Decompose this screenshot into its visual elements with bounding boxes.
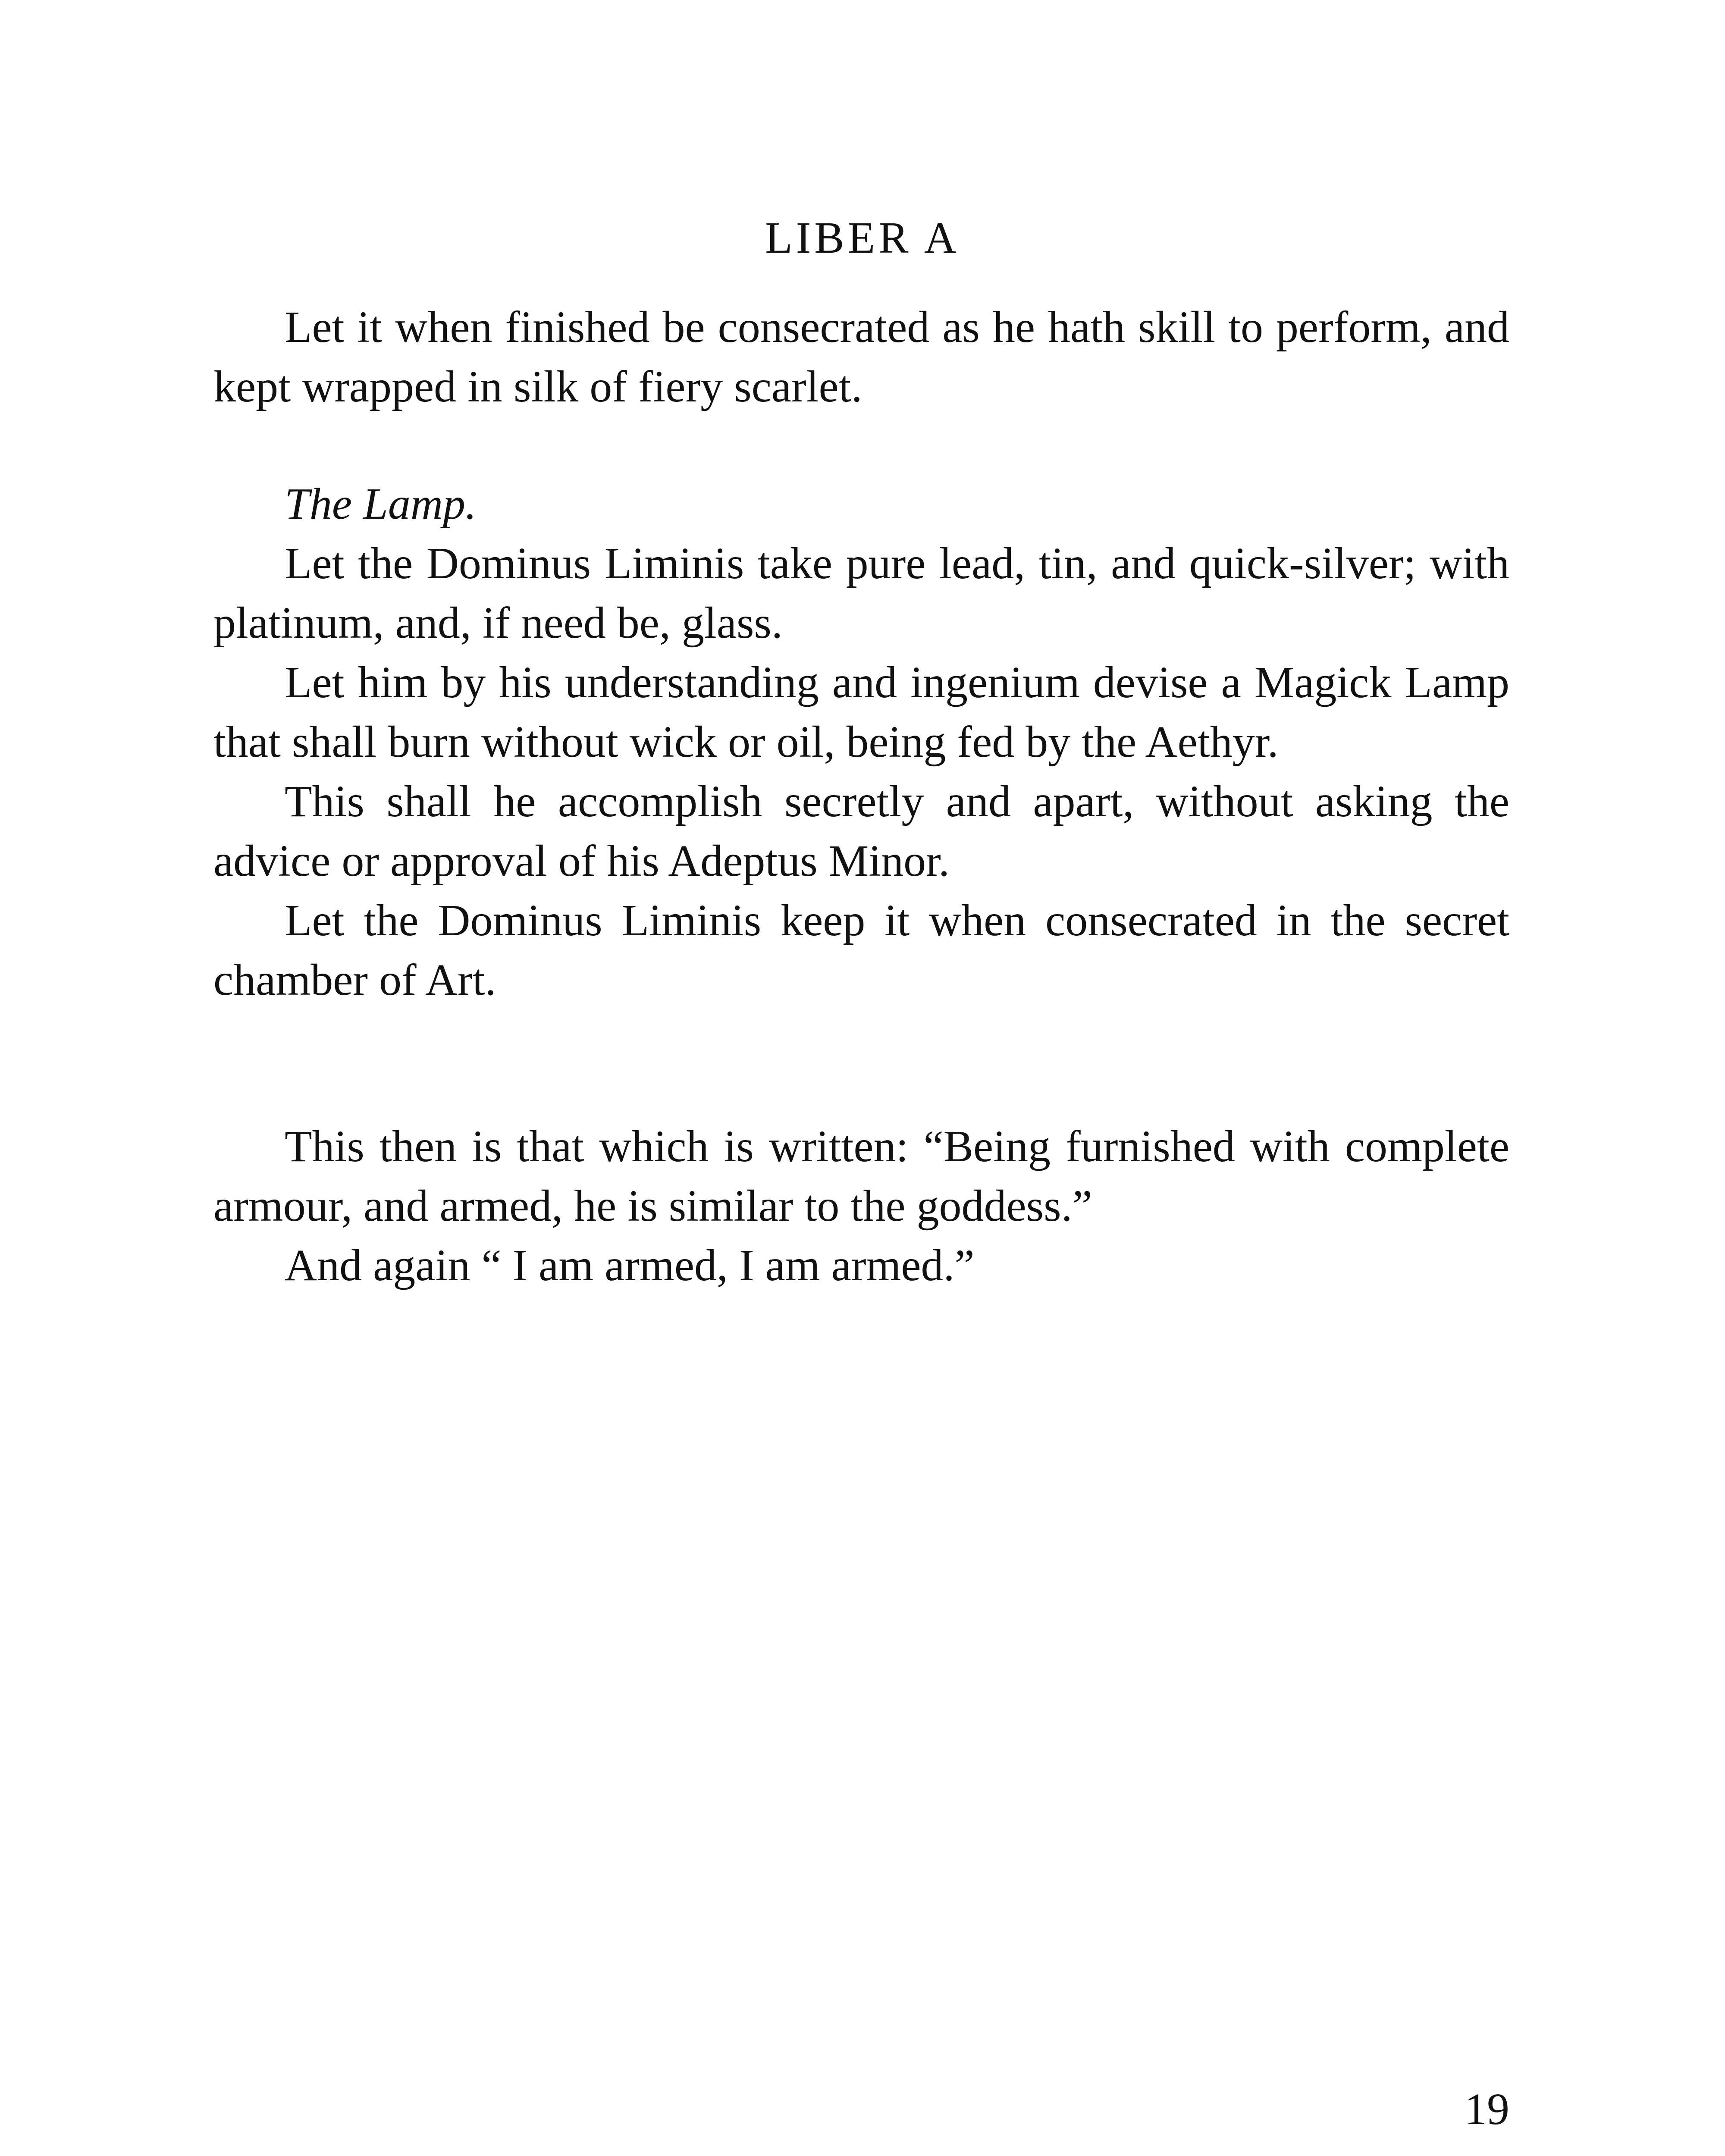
paragraph: Let the Dominus Liminis take pure lead, tin, and quick-silver; with platinum, and, if need be, glass. — [213, 539, 1509, 648]
closing-text — [213, 1117, 1509, 1295]
paragraph: This then is that which is written: “Being furnished with complete armour, and armed, he is similar to the goddess.” — [213, 1122, 1509, 1231]
paragraph: This shall he accomplish secretly and apart, without asking the advice or approval of his Adeptus Minor. — [213, 777, 1509, 886]
opening-text — [213, 298, 1509, 417]
running-head: LIBER A — [765, 213, 960, 263]
page-number: 19 — [1465, 2084, 1509, 2134]
paragraph: And again “ I am armed, I am armed.” — [285, 1241, 975, 1290]
section-heading: The Lamp. — [285, 479, 477, 529]
paragraph: Let him by his understanding and ingenium devise a Magick Lamp that shall burn without wick or oil, being fed by the Aethyr. — [213, 658, 1509, 767]
paragraph: Let it when finished be consecrated as he hath skill to perform, and kept wrapped in silk of fiery scarlet. — [213, 302, 1509, 411]
lamp-section — [213, 474, 1509, 1010]
paragraph: Let the Dominus Liminis keep it when consecrated in the secret chamber of Art. — [213, 896, 1509, 1005]
